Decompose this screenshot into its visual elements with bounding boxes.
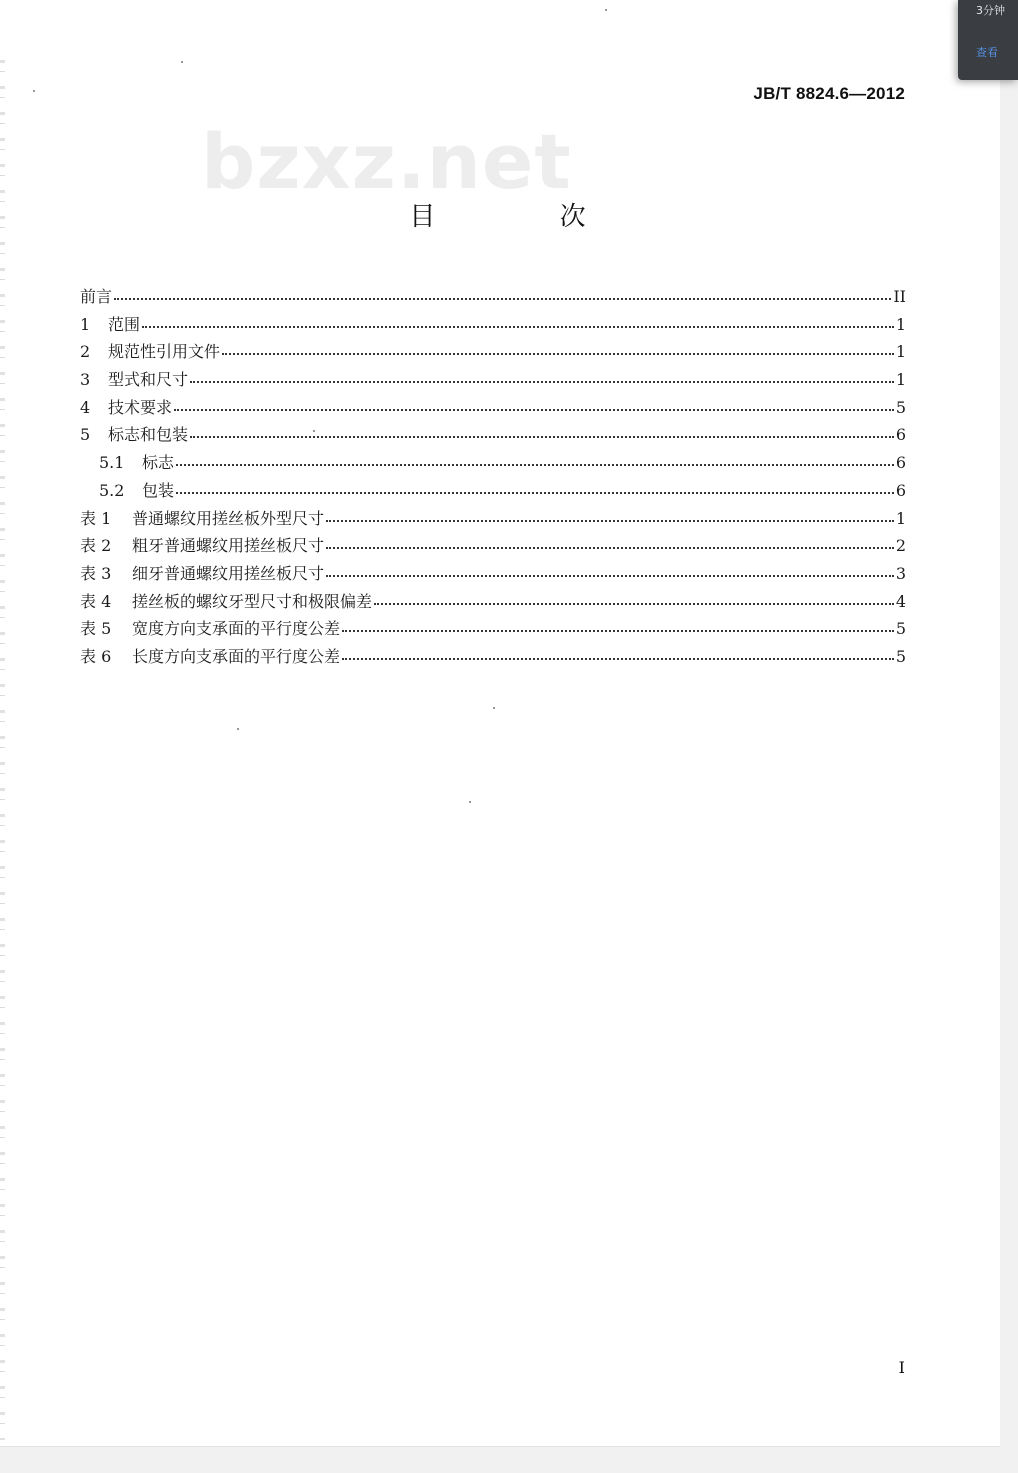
toc-table-number: 表 3 <box>80 563 112 583</box>
toc-page-number: 3 <box>895 563 906 583</box>
toc-page-number: 5 <box>895 397 906 417</box>
toc-page-number: 6 <box>895 425 906 445</box>
toc-entry-normative-references[interactable] <box>80 339 906 367</box>
toc-entry-text: 技术要求 <box>108 397 173 417</box>
dot-leader <box>222 353 894 355</box>
toc-table-1[interactable] <box>80 506 906 534</box>
toc-table-5[interactable] <box>80 616 906 644</box>
dot-leader <box>190 381 894 383</box>
toc-entry-text: 规范性引用文件 <box>108 342 221 362</box>
toc-entry-text: 细牙普通螺纹用搓丝板尺寸 <box>132 563 325 583</box>
dot-leader <box>142 326 894 328</box>
toc-entry-text: 粗牙普通螺纹用搓丝板尺寸 <box>132 536 325 556</box>
toc-entry-scope[interactable] <box>80 312 906 340</box>
toc-table-4[interactable] <box>80 589 906 617</box>
toc-table-number: 表 6 <box>80 646 112 666</box>
toc-table-3[interactable] <box>80 561 906 589</box>
toc-entry-text: 普通螺纹用搓丝板外型尺寸 <box>132 508 325 528</box>
toc-entry-text: 搓丝板的螺纹牙型尺寸和极限偏差 <box>132 591 373 611</box>
toc-table-number: 表 5 <box>80 619 112 639</box>
toc-page-number: 1 <box>895 314 906 334</box>
toc-table-number: 表 4 <box>80 591 112 611</box>
toc-entry-number: 2 <box>80 342 91 362</box>
dot-leader <box>174 409 894 411</box>
toc-entry-text: 长度方向支承面的平行度公差 <box>132 646 341 666</box>
toc-entry-text: 宽度方向支承面的平行度公差 <box>132 619 341 639</box>
toc-entry-text: 前言 <box>80 287 113 306</box>
toc-page-number: 1 <box>895 342 906 362</box>
toc-entry-foreword[interactable] <box>80 284 906 312</box>
toc-entry-technical-requirements[interactable] <box>80 395 906 423</box>
dot-leader <box>114 298 891 300</box>
toc-entry-marking[interactable] <box>80 450 906 478</box>
scan-speck <box>33 90 35 92</box>
viewer-bottom-strip <box>0 1446 1000 1473</box>
toc-entry-number: 5.1 <box>99 453 125 473</box>
table-of-contents <box>80 284 906 672</box>
dot-leader <box>342 630 894 632</box>
scan-speck <box>493 707 495 709</box>
toc-page-number: 1 <box>895 508 906 528</box>
toc-page-number: 4 <box>895 591 906 611</box>
toc-entry-number: 1 <box>80 314 91 334</box>
toc-page-number: 5 <box>895 646 906 666</box>
scan-speck <box>469 801 471 803</box>
dot-leader <box>176 464 894 466</box>
standard-number: JB/T 8824.6—2012 <box>753 84 905 103</box>
toc-page-number: 2 <box>895 536 906 556</box>
toc-entry-number: 3 <box>80 370 91 390</box>
toc-page-number: 5 <box>895 619 906 639</box>
dot-leader <box>190 436 894 438</box>
toc-entry-number: 5 <box>80 425 91 445</box>
watermark: bzxz.net <box>201 117 572 206</box>
popup-time-text: 3分钟 <box>976 4 1005 17</box>
toc-entry-number: 5.2 <box>99 480 125 500</box>
page-folio: I <box>898 1358 905 1377</box>
toc-table-2[interactable] <box>80 533 906 561</box>
toc-page-number: 6 <box>895 480 906 500</box>
dot-leader <box>326 547 894 549</box>
dot-leader <box>326 575 894 577</box>
toc-page-number: 6 <box>895 453 906 473</box>
toc-entry-marking-and-packaging[interactable] <box>80 422 906 450</box>
toc-entry-text: 包装 <box>142 480 175 500</box>
scan-speck <box>605 9 607 11</box>
toc-entry-types-and-dimensions[interactable] <box>80 367 906 395</box>
toc-table-number: 表 1 <box>80 508 112 528</box>
toc-table-number: 表 2 <box>80 536 112 556</box>
page-title: 目 次 <box>409 202 644 232</box>
scan-edge-artifact <box>0 60 5 1440</box>
scan-speck <box>237 728 239 730</box>
toc-entry-packaging[interactable] <box>80 478 906 506</box>
toc-entry-text: 标志 <box>142 453 175 473</box>
toc-page-number: II <box>893 287 906 306</box>
side-popup[interactable] <box>958 0 1018 80</box>
toc-entry-text: 标志和包装 <box>108 425 189 445</box>
toc-entry-text: 型式和尺寸 <box>108 370 189 390</box>
popup-view-link[interactable]: 查看 <box>976 46 998 59</box>
dot-leader <box>342 658 894 660</box>
toc-entry-number: 4 <box>80 397 91 417</box>
dot-leader <box>374 603 894 605</box>
dot-leader <box>176 492 894 494</box>
toc-entry-text: 范围 <box>108 314 141 334</box>
toc-table-6[interactable] <box>80 644 906 672</box>
dot-leader <box>326 520 894 522</box>
scan-speck <box>181 61 183 63</box>
toc-page-number: 1 <box>895 370 906 390</box>
